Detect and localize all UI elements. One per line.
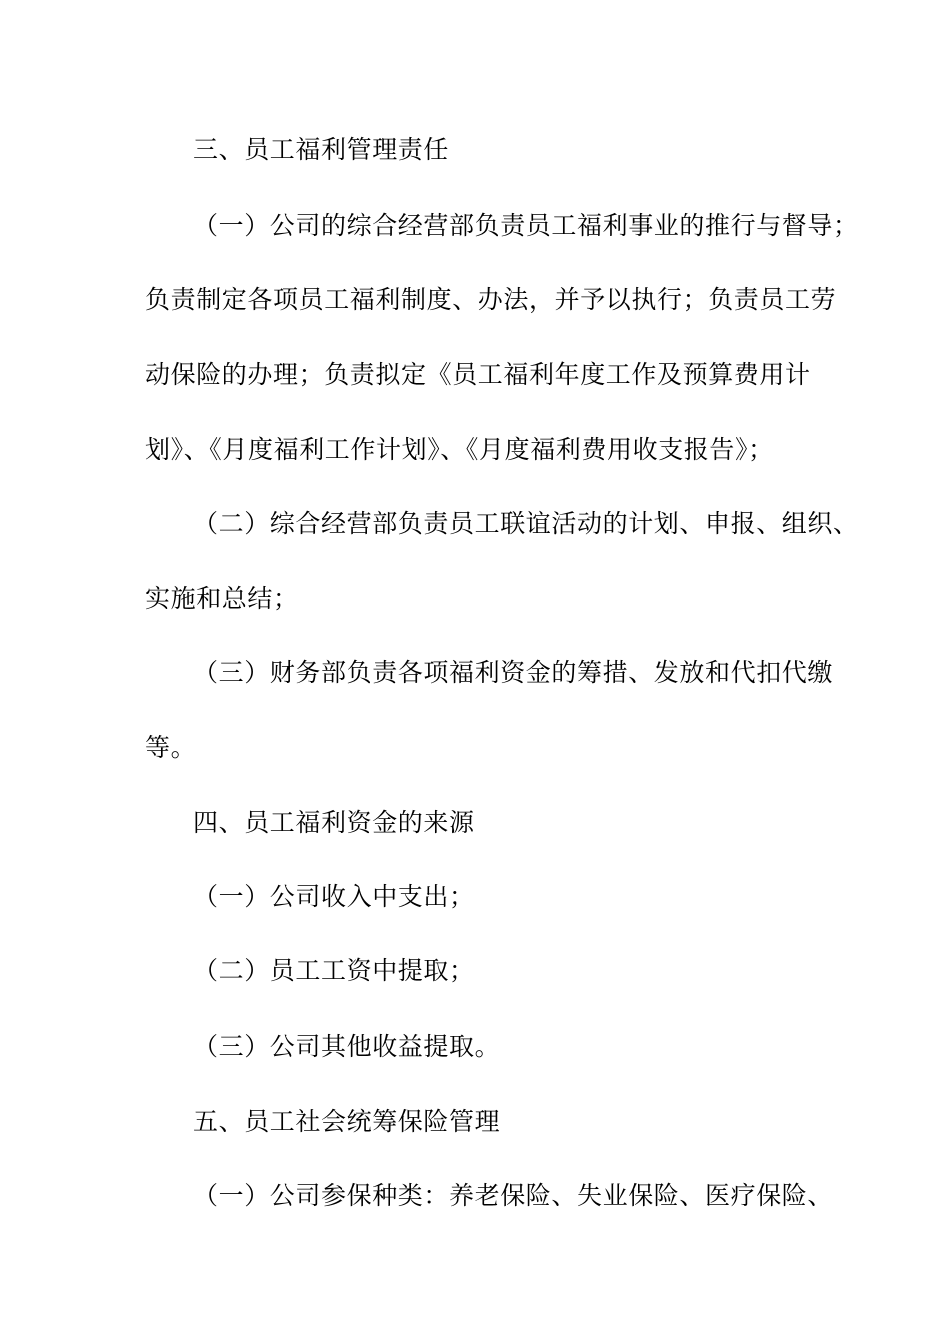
section-heading-3: 三、员工福利管理责任 (193, 135, 450, 164)
paragraph-line: （一）公司的综合经营部负责员工福利事业的推行与督导； (193, 211, 859, 240)
list-item: （一）公司收入中支出； (193, 882, 475, 911)
paragraph-line: （一）公司参保种类：养老保险、失业保险、医疗保险、 (193, 1181, 834, 1210)
list-item: （二）员工工资中提取； (193, 956, 475, 985)
section-heading-5: 五、员工社会统筹保险管理 (193, 1107, 501, 1136)
paragraph-line: 划》、《月度福利工作计划》、《月度福利费用收支报告》； (145, 435, 774, 464)
list-item: （三）公司其他收益提取。 (193, 1032, 501, 1061)
paragraph-line: 负责制定各项员工福利制度、办法，并予以执行；负责员工劳 (145, 285, 837, 314)
paragraph-line: （三）财务部负责各项福利资金的筹措、发放和代扣代缴 (193, 658, 834, 687)
paragraph-line: （二）综合经营部负责员工联谊活动的计划、申报、组织、 (193, 509, 859, 538)
paragraph-line: 动保险的办理；负责拟定《员工福利年度工作及预算费用计 (145, 360, 811, 389)
paragraph-line: 实施和总结； (145, 584, 299, 613)
paragraph-line: 等。 (145, 733, 197, 762)
section-heading-4: 四、员工福利资金的来源 (193, 808, 475, 837)
